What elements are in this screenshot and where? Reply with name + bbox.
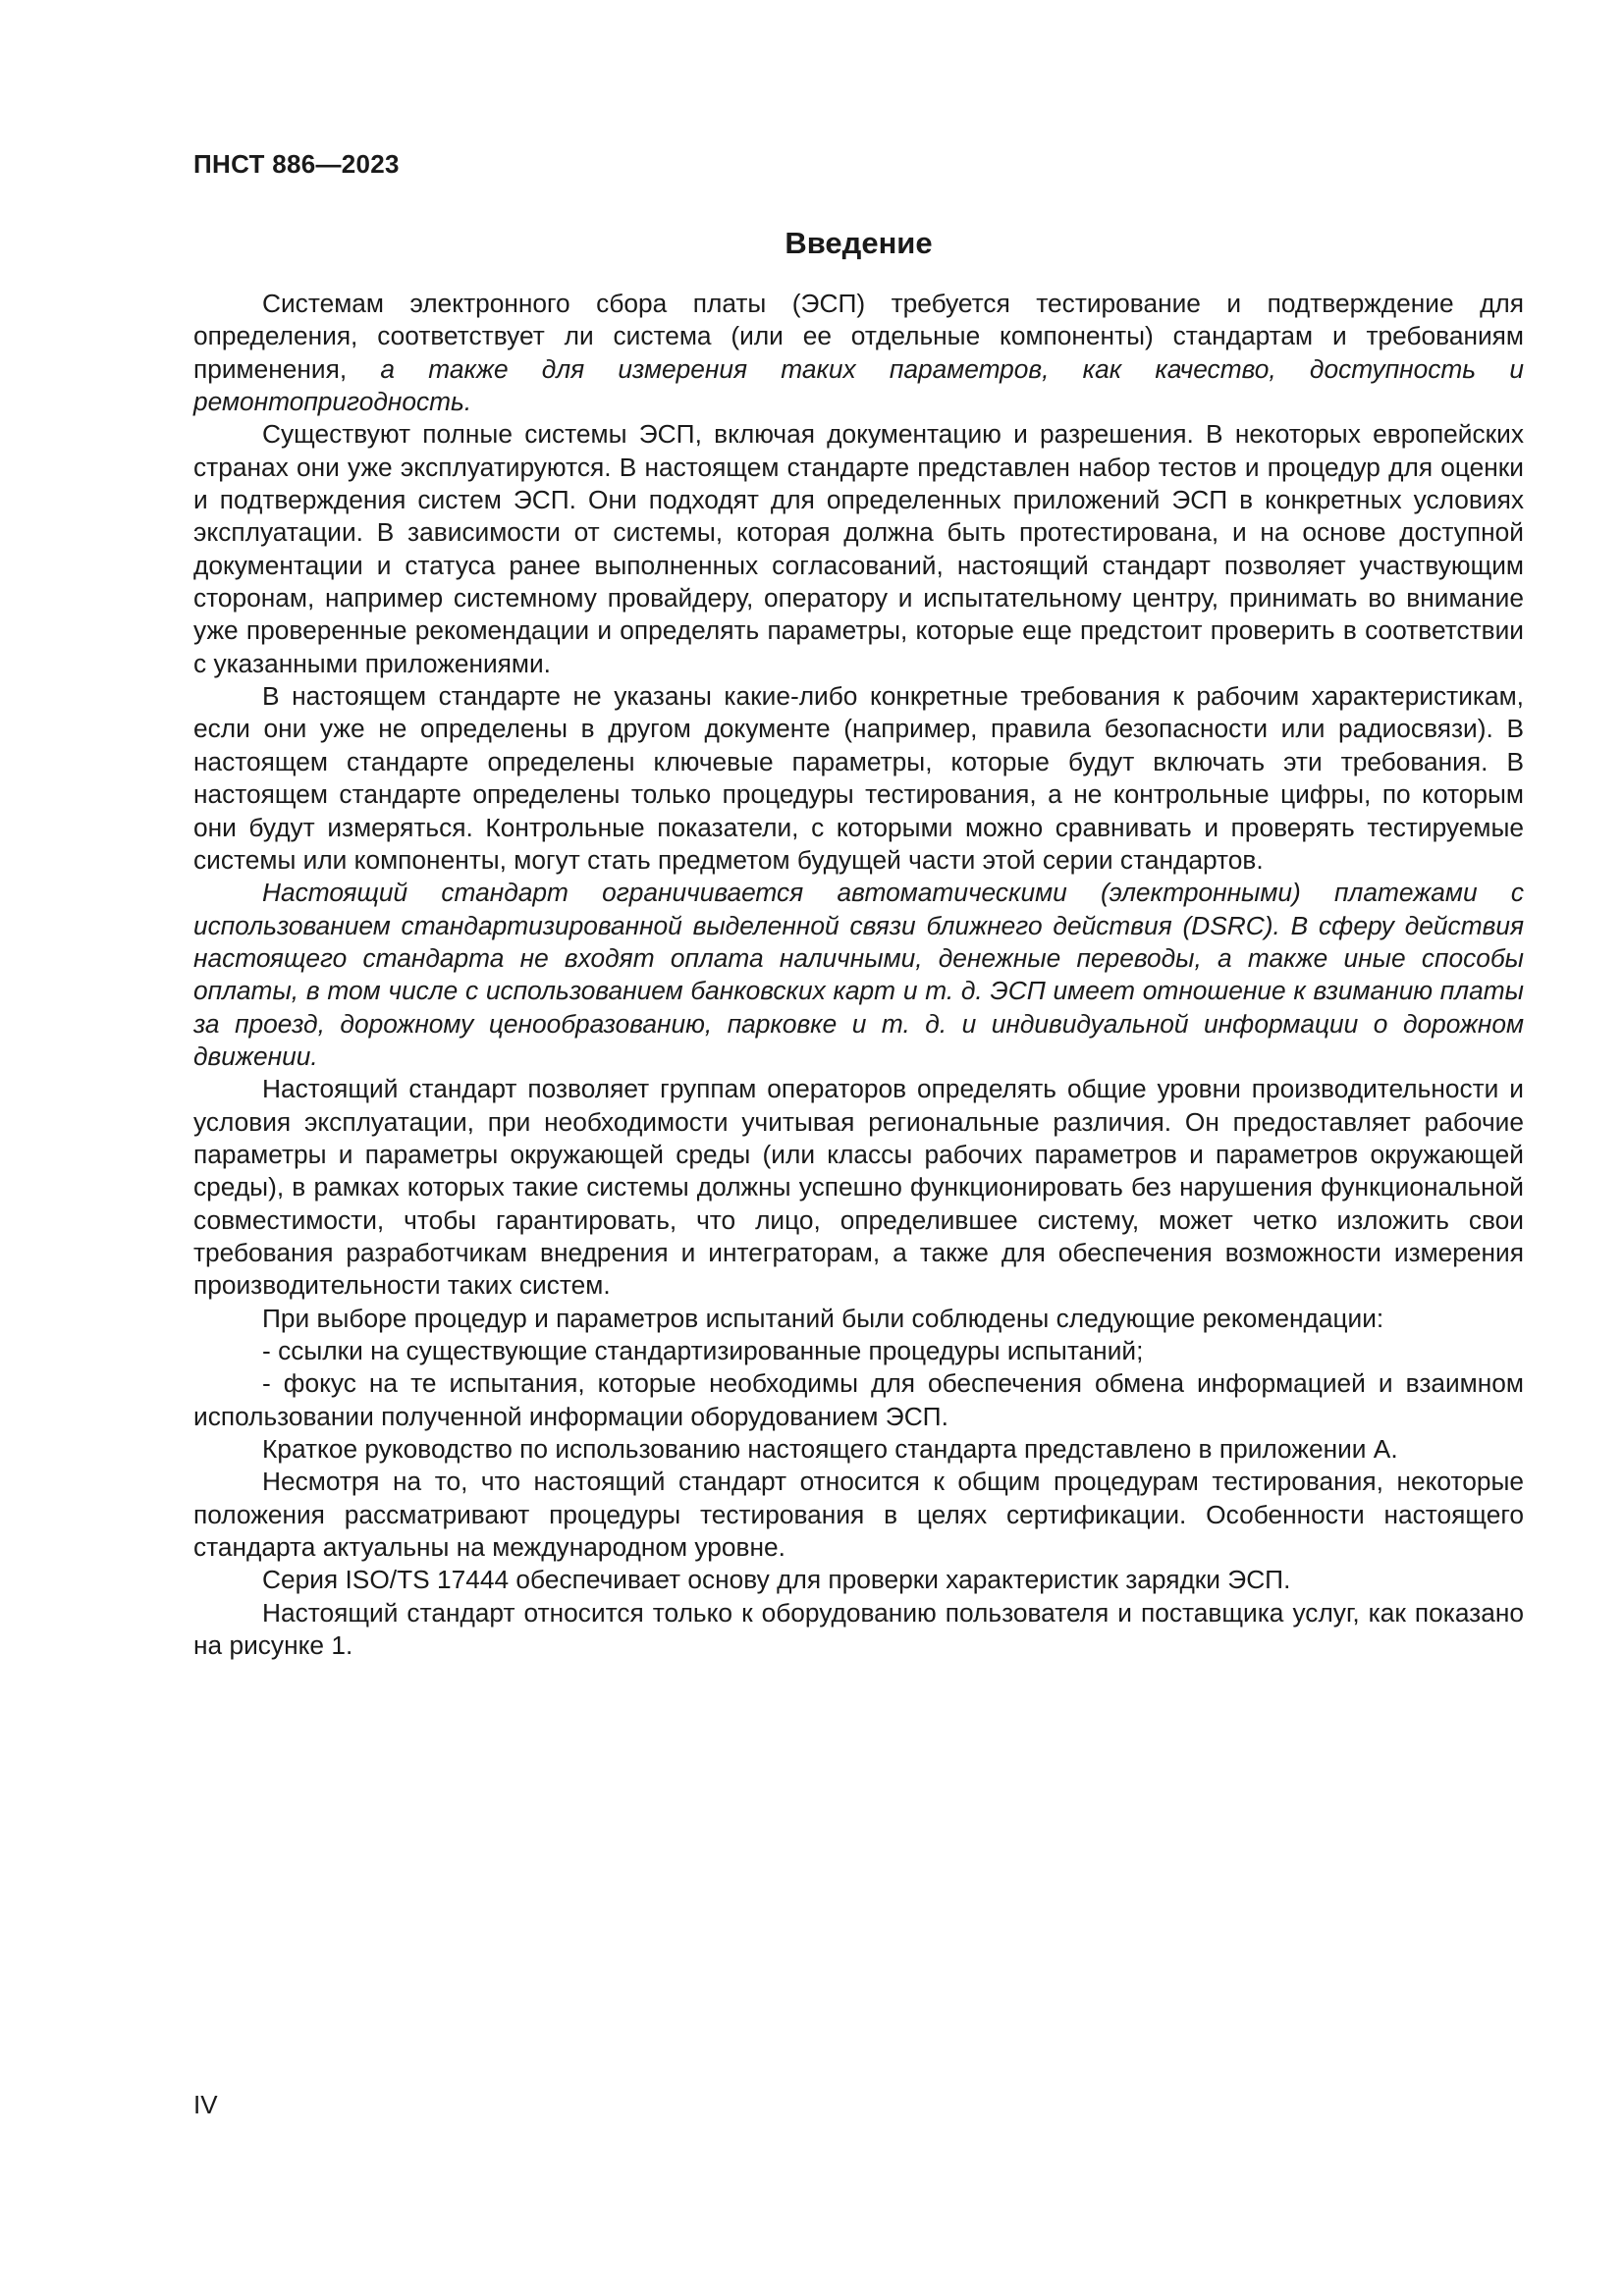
paragraph: Настоящий стандарт позволяет группам операторов определять общие уровни производительности и условия эксплуатации, при необходимости учитывая региональные различия. Он предоставляет рабочие параметры и параметры окружающей среды (или классы рабочих параметров и параметров окружающей среды), в рамках которых такие системы должны успешно функционировать без нарушения функциональной совместимости, чтобы гарантировать, что лицо, определившее систему, может четко изложить свои требования разработчикам внедрения и интеграторам, а также для обеспечения возможности измерения производительности таких систем. xyxy=(193,1074,1524,1301)
list-item: - фокус на те испытания, которые необходимы для обеспечения обмена информацией и взаимном использовании полученной информации оборудованием ЭСП. xyxy=(193,1368,1524,1431)
section-title: Введение xyxy=(785,226,933,260)
paragraph: При выборе процедур и параметров испытаний были соблюдены следующие рекомендации: xyxy=(262,1303,1384,1333)
paragraph: Серия ISO/TS 17444 обеспечивает основу для проверки характеристик зарядки ЭСП. xyxy=(262,1565,1291,1595)
document-number: ПНСТ 886—2023 xyxy=(193,149,400,179)
list-item: - ссылки на существующие стандартизированные процедуры испытаний; xyxy=(262,1336,1144,1365)
paragraph: Существуют полные системы ЭСП, включая документацию и разрешения. В некоторых европейских странах они уже эксплуатируются. В настоящем стандарте представлен набор тестов и процедур для оценки и подтверждения систем ЭСП. Они подходят для определенных приложений ЭСП в конкретных условиях эксплуатации. В зависимости от системы, которая должна быть протестирована, и на основе доступной документации и статуса ранее выполненных согласований, настоящий стандарт позволяет участвующим сторонам, например системному провайдеру, оператору и испытательному центру, принимать во внимание уже проверенные рекомендации и определять параметры, которые еще предстоит проверить в соответствии с указанными приложениями. xyxy=(193,419,1524,678)
page-number: IV xyxy=(193,2090,218,2119)
paragraph-text: Системам электронного сбора платы (ЭСП) требуется тестирование и подтверждение для определения, соответствует ли система (или ее отдельные компоненты) стандартам и требованиям применения, xyxy=(193,289,1524,384)
paragraph-italic-text: а также для измерения таких параметров, как качество, доступность и ремонтопригодность. xyxy=(193,353,1524,417)
paragraph-italic: Настоящий стандарт ограничивается автоматическими (электронными) платежами с использованием стандартизированной выделенной связи ближнего действия (DSRC). В сферу действия настоящего стандарта не входят оплата наличными, денежные переводы, а также иные способы оплаты, в том числе с использованием банковских карт и т. д. ЭСП имеет отношение к взиманию платы за проезд, дорожному ценообразованию, парковке и т. д. и индивидуальной информации о дорожном движении. xyxy=(193,878,1524,1071)
paragraph: Несмотря на то, что настоящий стандарт относится к общим процедурам тестирования, некоторые положения рассматривают процедуры тестирования в целях сертификации. Особенности настоящего стандарта актуальны на международном уровне. xyxy=(193,1467,1524,1563)
paragraph xyxy=(193,288,1524,418)
paragraph: В настоящем стандарте не указаны какие-либо конкретные требования к рабочим характеристикам, если они уже не определены в другом документе (например, правила безопасности или радиосвязи). В настоящем стандарте определены ключевые параметры, которые будут включать эти требования. В настоящем стандарте определены только процедуры тестирования, а не контрольные цифры, по которым они будут измеряться. Контрольные показатели, с которыми можно сравнивать и проверять тестируемые системы или компоненты, могут стать предметом будущей части этой серии стандартов. xyxy=(193,681,1524,875)
body-text xyxy=(193,288,1524,1662)
paragraph: Краткое руководство по использованию настоящего стандарта представлено в приложении А. xyxy=(262,1434,1398,1465)
paragraph: Настоящий стандарт относится только к оборудованию пользователя и поставщика услуг, как показано на рисунке 1. xyxy=(193,1597,1524,1661)
